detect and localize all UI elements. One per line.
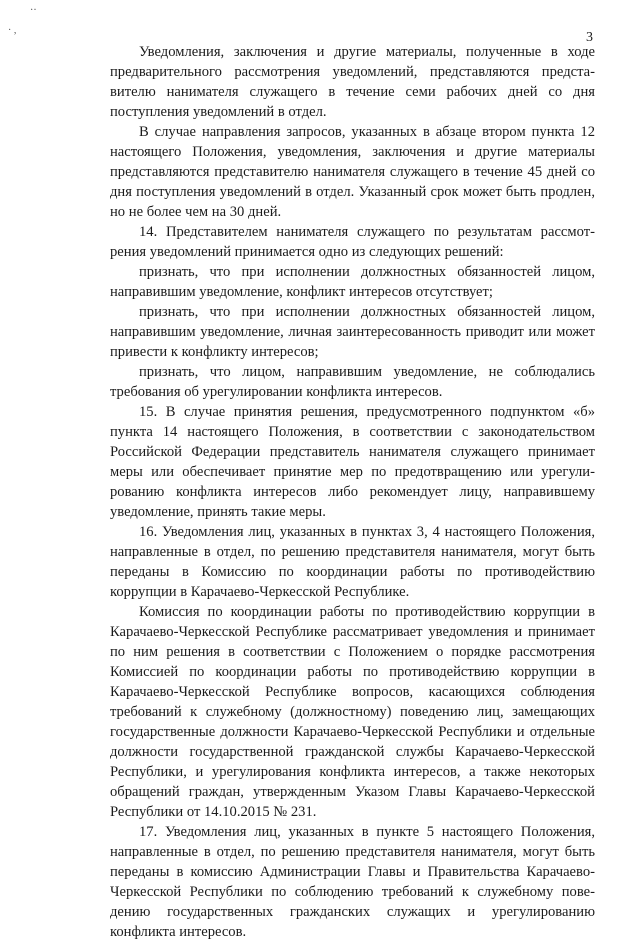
paragraph-decision-no-conflict: признать, что при исполнении должностных обязанностей лицом, направившим уведомление, конфликт интересов отсутствует; — [110, 264, 595, 300]
paragraph-decision-not-observed: признать, что лицом, направившим уведомление, не соблюдались требования об урегулировании конфликта интересов. — [110, 364, 595, 400]
paragraph-requests-deadline: В случае направления запросов, указанных в абзаце втором пункта 12 настоящего Положения, уведомления, заключения и другие материалы представляются представителю нанимателя служащего в течение 45 дней со дня поступления уведомлений в отдел. Указанный срок может быть продлен, но не более чем на 30 дней. — [110, 124, 595, 220]
paragraph-materials-submission: Уведомления, заключения и другие материалы, полученные в ходе предварительного рассмотрения уведомлений, представляются представителю нанимателя служащего в течение семи рабочих дней со дня поступления уведомлений в отдел. — [110, 44, 595, 120]
paragraph-15-measures: 15. В случае принятия решения, предусмотренного подпунктом «б» пункта 14 настоящего Положения, в соответствии с законодательством Российской Федерации представитель нанимателя служащего принимает меры или обеспечивает принятие мер по предотвращению или урегулированию конфликта интересов либо рекомендует лицу, направившему уведомление, принять такие меры. — [110, 404, 595, 520]
scan-edge-mark: · , — [8, 25, 17, 36]
scan-edge-mark: ‥ — [30, 2, 37, 13]
document-body — [110, 42, 595, 942]
page-number: 3 — [586, 30, 593, 45]
paragraph-17-administration-commission: 17. Уведомления лиц, указанных в пункте 5 настоящего Положения, направленные в отдел, по решению представителя нанимателя, могут быть переданы в комиссию Администрации Главы и Правительства Карачаево-Черкесской Республики по соблюдению требований к служебному поведению государственных гражданских служащих и урегулированию конфликта интересов. — [110, 824, 595, 940]
paragraph-commission-review: Комиссия по координации работы по противодействию коррупции в Карачаево-Черкесской Республике рассматривает уведомления и принимает по ним решения в соответствии с Положением о порядке рассмотрения Комиссией по координации работы по противодействию коррупции в Карачаево-Черкесской Республике вопросов, касающихся соблюдения требований к служебному (должностному) поведению лиц, замещающих государственные должности Карачаево-Черкесской Республики и отдельные должности государственной гражданской службы Карачаево-Черкесской Республики, и урегулирования конфликта интересов, а также некоторых обращений граждан, утвержденным Указом Главы Карачаево-Черкесской Республики от 14.10.2015 № 231. — [110, 604, 595, 820]
paragraph-decision-conflict: признать, что при исполнении должностных обязанностей лицом, направившим уведомление, личная заинтересованность приводит или может привести к конфликту интересов; — [110, 304, 595, 360]
paragraph-16-commission-transfer: 16. Уведомления лиц, указанных в пунктах 3, 4 настоящего Положения, направленные в отдел, по решению представителя нанимателя, могут быть переданы в Комиссию по координации работы по противодействию коррупции в Карачаево-Черкесской Республике. — [110, 524, 595, 600]
paragraph-14-decisions: 14. Представителем нанимателя служащего по результатам рассмотрения уведомлений принимается одно из следующих решений: — [110, 224, 595, 260]
